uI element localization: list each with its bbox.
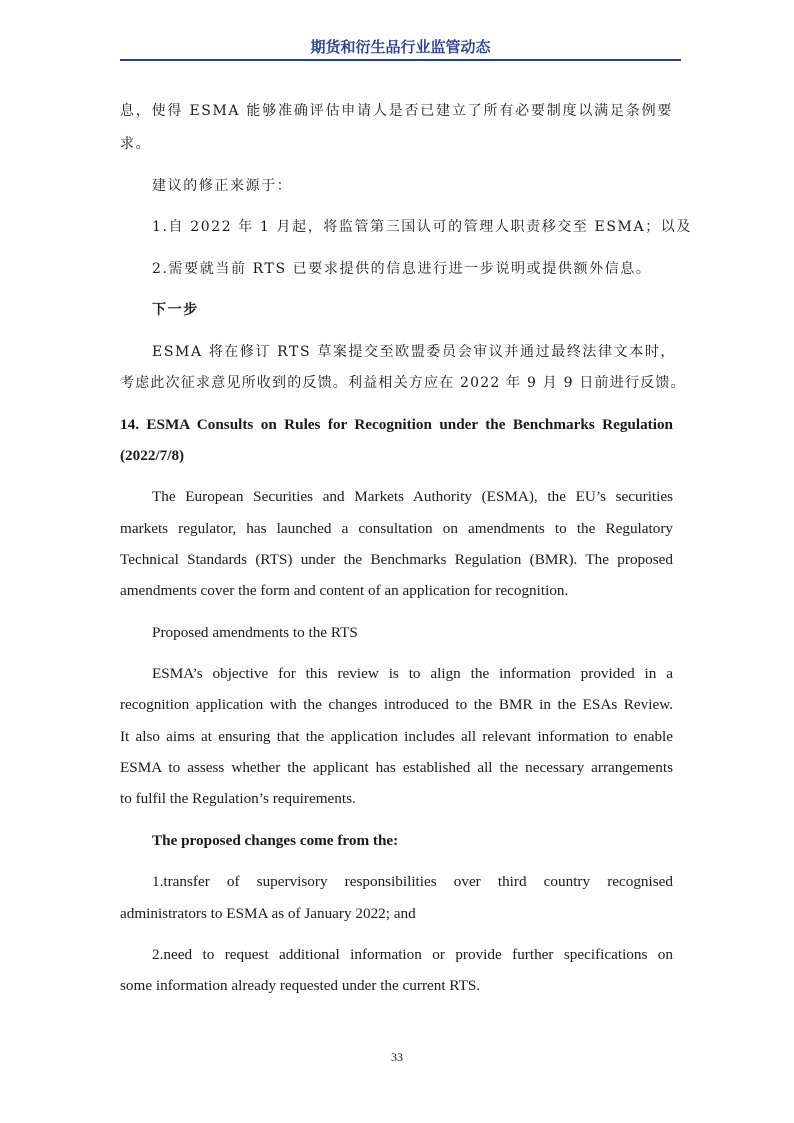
body-text-line: recognition application with the changes introduced to the BMR in the ESAs Review. xyxy=(120,696,673,713)
article-heading: 14. ESMA Consults on Rules for Recognition under the Benchmarks Regulation xyxy=(120,416,673,433)
list-item: 2.need to request additional information or provide further specifications on xyxy=(152,946,673,963)
list-item: 2.需要就当前 RTS 已要求提供的信息进行进一步说明或提供额外信息。 xyxy=(152,261,652,277)
page-number: 33 xyxy=(391,1050,403,1064)
body-text-line: Technical Standards (RTS) under the Benchmarks Regulation (BMR). The proposed xyxy=(120,551,673,568)
body-text-line: ESMA 将在修订 RTS 草案提交至欧盟委员会审议并通过最终法律文本时， xyxy=(152,344,677,360)
body-text-line: The European Securities and Markets Authority (ESMA), the EU’s securities xyxy=(152,488,673,505)
subheading: Proposed amendments to the RTS xyxy=(152,624,358,641)
article-date: (2022/7/8) xyxy=(120,447,185,464)
body-text-line: 求。 xyxy=(120,136,152,152)
body-text-line: 考虑此次征求意见所收到的反馈。利益相关方应在 2022 年 9 月 9 日前进行反馈。 xyxy=(120,375,686,391)
list-item: 1.transfer of supervisory responsibilities over third country recognised xyxy=(152,873,673,890)
body-text-line: 建议的修正来源于： xyxy=(152,178,293,194)
body-text-line: ESMA to assess whether the applicant has established all the necessary arrangements xyxy=(120,759,673,776)
body-text-line: ESMA’s objective for this review is to align the information provided in a xyxy=(152,665,673,682)
list-item-continuation: some information already requested under the current RTS. xyxy=(120,977,481,994)
body-text-line: markets regulator, has launched a consultation on amendments to the Regulatory xyxy=(120,520,673,537)
list-item-continuation: administrators to ESMA as of January 2022; and xyxy=(120,905,416,922)
header-divider xyxy=(120,59,681,61)
body-text-line: to fulfil the Regulation’s requirements. xyxy=(120,790,356,807)
body-text-line: amendments cover the form and content of an application for recognition. xyxy=(120,582,569,599)
body-text-line: It also aims at ensuring that the application includes all relevant information to enable xyxy=(120,728,673,745)
subheading: The proposed changes come from the: xyxy=(152,832,399,849)
section-heading: 下一步 xyxy=(152,302,199,318)
list-item: 1.自 2022 年 1 月起，将监管第三国认可的管理人职责移交至 ESMA；以及 xyxy=(152,219,692,235)
body-text-line: 息，使得 ESMA 能够准确评估申请人是否已建立了所有必要制度以满足条例要 xyxy=(120,103,673,119)
running-header-title: 期货和衍生品行业监管动态 xyxy=(310,38,491,56)
